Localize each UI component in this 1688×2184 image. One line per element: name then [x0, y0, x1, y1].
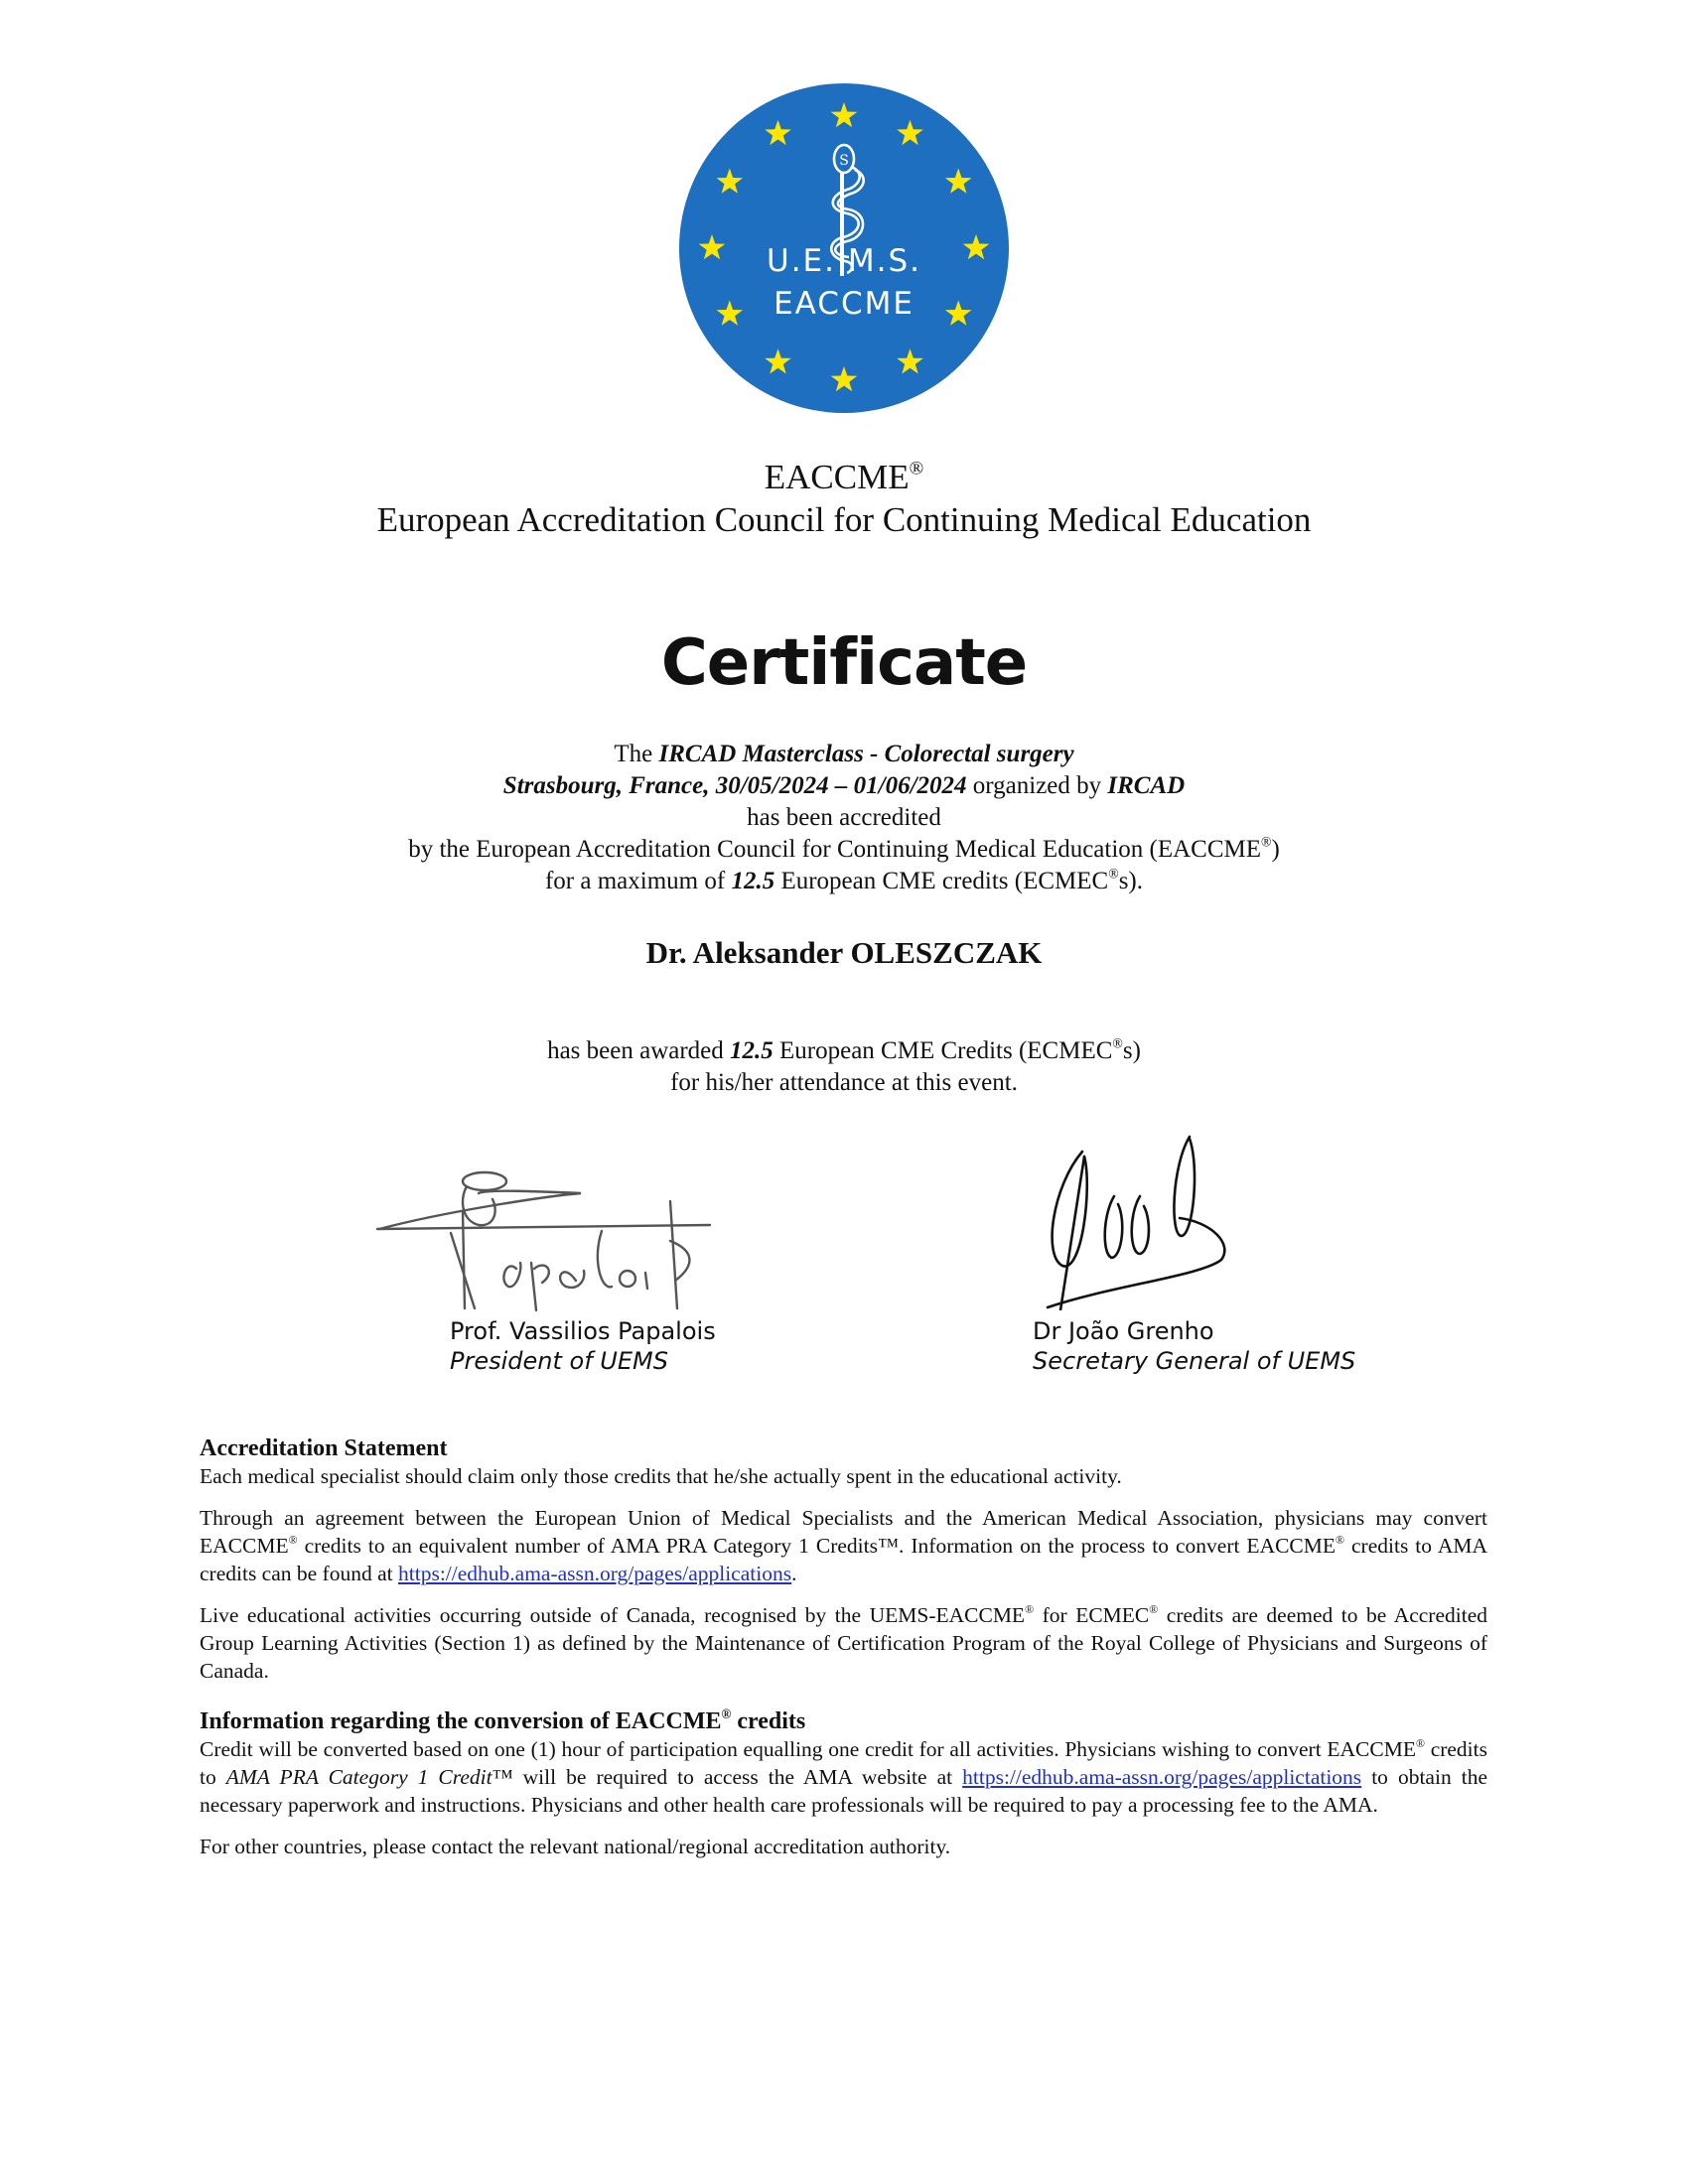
event-name: IRCAD Masterclass - Colorectal surgery: [658, 741, 1074, 767]
signatory-name: Dr João Grenho: [1033, 1317, 1214, 1345]
signature-papalois: [367, 1142, 745, 1315]
conversion-paragraph: Credit will be converted based on one (1) hour of participation equalling one credit for all activities. Physicians wishing to convert EACCME® credits to AMA PRA Category 1 Credit™ will be required to access the AMA website at https://edhub.ama-assn.org/pages/applictations to obtain the necessary paperwork and instructions. Physicians and other health care professionals will be required to pay a processing fee to the AMA.: [200, 1736, 1487, 1817]
awarded-credits-line: has been awarded 12.5 European CME Credits (ECMEC®s): [547, 1035, 1141, 1064]
other-countries-paragraph: For other countries, please contact the relevant national/regional accreditation authority.: [200, 1835, 951, 1858]
certificate-title: Certificate: [660, 626, 1028, 700]
signatory-right: [1033, 1316, 1355, 1376]
max-credits-value: 12.5: [731, 868, 775, 894]
location-line: Strasbourg, France, 30/05/2024 – 01/06/2024 organized by IRCAD: [502, 772, 1186, 799]
recipient-name: Dr. Aleksander OLESZCZAK: [645, 935, 1043, 970]
attendance-line: for his/her attendance at this event.: [670, 1069, 1018, 1096]
conversion-info-heading: Information regarding the conversion of EACCME® credits: [200, 1706, 806, 1734]
award-text: [0, 1035, 1688, 1099]
signatory-name: Prof. Vassilios Papalois: [450, 1317, 716, 1345]
statement-paragraph: Each medical specialist should claim only those credits that he/she actually spent in the educational activity.: [200, 1464, 1122, 1488]
statement-paragraph: Live educational activities occurring outside of Canada, recognised by the UEMS-EACCME® for ECMEC® credits are deemed to be Accredited Group Learning Activities (Section 1) as defined by the Maintenance of Certification Program of the Royal College of Physicians and Surgeons of Canada.: [200, 1602, 1487, 1683]
logo-seal-letter: S: [839, 153, 849, 169]
accreditation-statement-section: [200, 1434, 1487, 1699]
awarded-credits-value: 12.5: [730, 1037, 774, 1064]
event-line: The IRCAD Masterclass - Colorectal surgery: [614, 741, 1074, 767]
event-organizer: IRCAD: [1107, 772, 1186, 799]
signature-grenho: [1023, 1127, 1241, 1310]
accredited-line: has been accredited: [747, 804, 941, 831]
logo-line-1: U.E. M.S.: [767, 243, 921, 279]
max-credits-line: for a maximum of 12.5 European CME credits (ECMEC®s).: [544, 866, 1144, 894]
signatory-role: President of UEMS: [450, 1347, 668, 1375]
logo-line-2: EACCME: [774, 286, 914, 322]
ama-applictations-link[interactable]: https://edhub.ama-assn.org/pages/applictations: [962, 1765, 1362, 1789]
accrediting-body-line: by the European Accreditation Council for Continuing Medical Education (EACCME®): [408, 834, 1280, 863]
signatory-role: Secretary General of UEMS: [1033, 1347, 1356, 1375]
ama-applications-link[interactable]: https://edhub.ama-assn.org/pages/applications: [398, 1562, 792, 1585]
signatory-left: [450, 1316, 716, 1376]
uems-eaccme-logo: [678, 82, 1010, 414]
org-full-name: European Accreditation Council for Continuing Medical Education: [376, 500, 1312, 539]
conversion-info-section: [200, 1707, 1487, 1874]
event-location-dates: Strasbourg, France, 30/05/2024 – 01/06/2024: [502, 772, 967, 799]
accreditation-text: [0, 739, 1688, 897]
statement-paragraph: Through an agreement between the European Union of Medical Specialists and the American Medical Association, physicians may convert EACCME® credits to an equivalent number of AMA PRA Category 1 Credits™. Information on the process to convert EACCME® credits to AMA credits can be found at https://edhub.ama-assn.org/pages/applications.: [200, 1506, 1487, 1585]
accreditation-statement-heading: Accreditation Statement: [200, 1435, 448, 1461]
org-short-name: EACCME®: [764, 458, 924, 496]
